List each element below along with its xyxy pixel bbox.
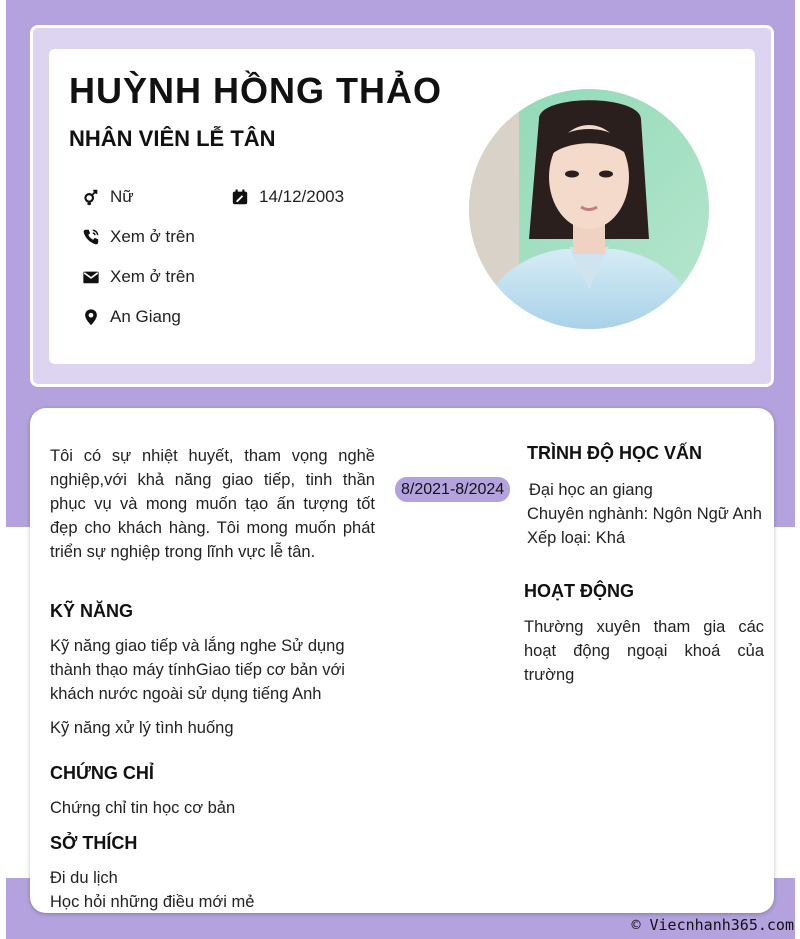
education-major: Chuyên nghành: Ngôn Ngữ Anh — [527, 505, 762, 523]
email-info — [82, 267, 195, 287]
candidate-name: HUỲNH HỒNG THẢO — [69, 70, 442, 111]
phone-info — [82, 227, 195, 247]
education-title: TRÌNH ĐỘ HỌC VẤN — [527, 443, 702, 463]
hobby-item: Học hỏi những điều mới mẻ — [50, 893, 255, 911]
gender-info — [82, 187, 134, 207]
job-title: NHÂN VIÊN LỄ TÂN — [69, 126, 276, 151]
gender-value: Nữ — [110, 187, 134, 206]
hobbies-title: SỞ THÍCH — [50, 833, 138, 853]
skill-item: Kỹ năng xử lý tình huống — [50, 719, 234, 737]
career-summary: Tôi có sự nhiệt huyết, tham vọng nghề nghiệp,với khả năng giao tiếp, tinh thần phục vụ và mong muốn tạo ấn tượng tốt đẹp cho khách hàng. Tôi mong muốn phát triển sự nghiệp trong lĩnh vực lễ tân. — [50, 447, 375, 561]
calendar-icon — [231, 188, 249, 206]
email-value: Xem ở trên — [110, 267, 195, 286]
certificates-title: CHỨNG CHỈ — [50, 763, 154, 783]
birthdate-value: 14/12/2003 — [259, 187, 345, 206]
location-value: An Giang — [110, 307, 181, 326]
hobby-item: Đi du lịch — [50, 869, 118, 887]
email-icon — [82, 268, 100, 286]
copyright-footer: © Viecnhanh365.com — [631, 916, 794, 934]
education-grade: Xếp loại: Khá — [527, 529, 626, 547]
education-date-badge: 8/2021-8/2024 — [395, 477, 510, 502]
skill-item: Kỹ năng giao tiếp và lắng nghe Sử dụng thành thạo máy tínhGiao tiếp cơ bản với khách nước ngoài sử dụng tiếng Anh — [50, 637, 345, 703]
activities-title: HOẠT ĐỘNG — [524, 581, 634, 601]
location-icon — [82, 308, 100, 326]
gender-icon — [82, 188, 100, 206]
location-info — [82, 307, 181, 327]
header-panel — [49, 49, 755, 364]
birthdate-info — [231, 187, 344, 207]
education-school: Đại học an giang — [529, 481, 653, 499]
phone-icon — [82, 228, 100, 246]
profile-photo — [469, 89, 709, 329]
header-card — [30, 25, 774, 387]
content-card — [30, 408, 774, 913]
certificate-item: Chứng chỉ tin học cơ bản — [50, 799, 236, 817]
activities-text: Thường xuyên tham gia các hoạt động ngoại khoá của trường — [524, 618, 764, 684]
phone-value: Xem ở trên — [110, 227, 195, 246]
skills-title: KỸ NĂNG — [50, 601, 134, 621]
